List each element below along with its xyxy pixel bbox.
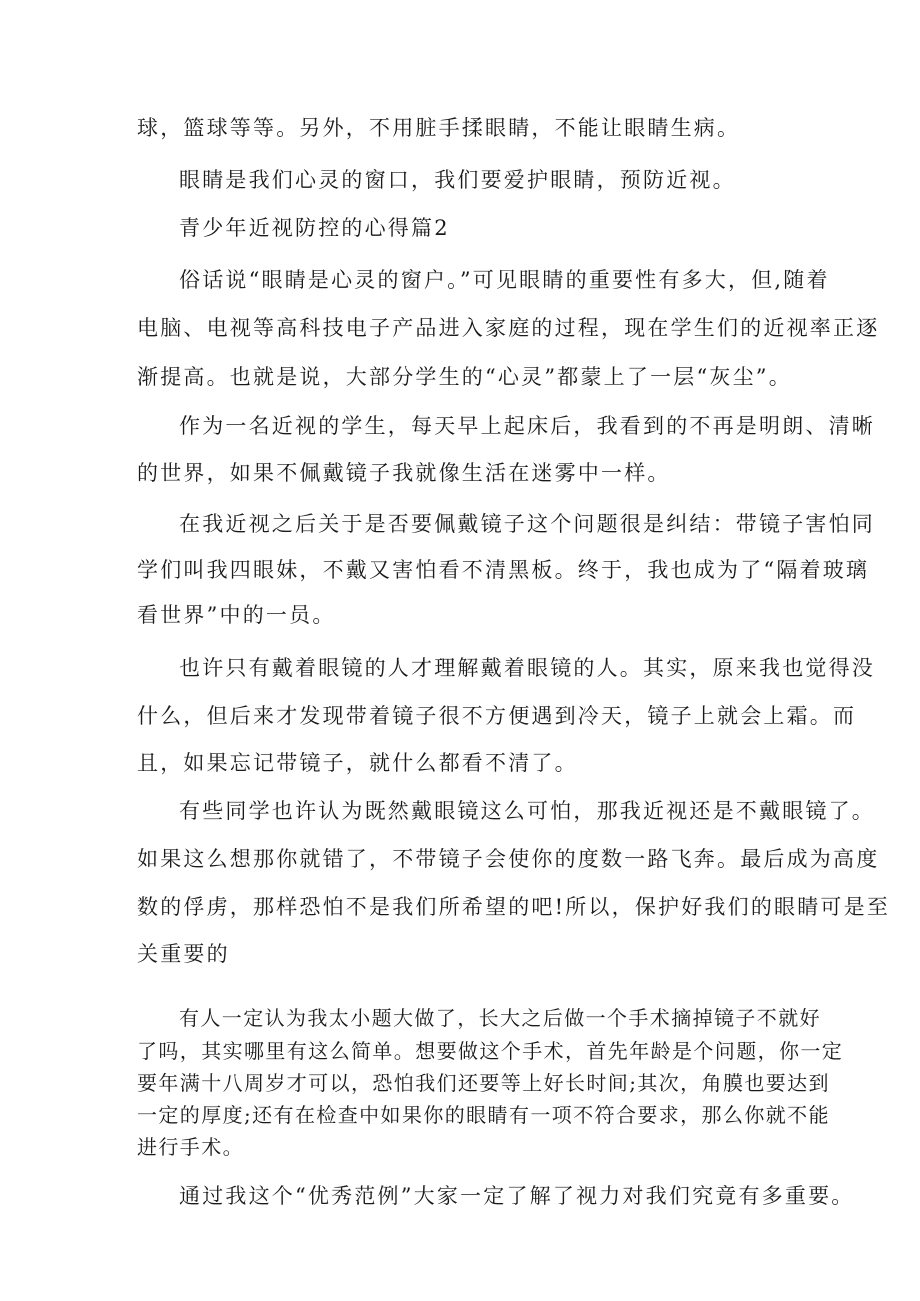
text-line: 电脑、电视等高科技电子产品进入家庭的过程，现在学生们的近视率正逐 (137, 316, 880, 340)
text-line: 有人一定认为我太小题大做了，长大之后做一个手术摘掉镜子不就好 (179, 1006, 821, 1030)
text-line: 有些同学也许认为既然戴眼镜这么可怕，那我近视还是不戴眼镜了。 (179, 799, 875, 823)
text-line: 关重要的 (137, 942, 230, 966)
text-line: 了吗，其实哪里有这么简单。想要做这个手术，首先年龄是个问题，你一定 (137, 1039, 844, 1063)
text-line: 且，如果忘记带镜子，就什么都看不清了。 (137, 751, 578, 775)
text-line: 通过我这个“优秀范例”大家一定了解了视力对我们究竟有多重要。 (179, 1184, 855, 1208)
text-line: 数的俘虏，那样恐怕不是我们所希望的吧!所以，保护好我们的眼睛可是至 (137, 895, 891, 919)
text-line: 眼睛是我们心灵的窗口，我们要爱护眼睛，预防近视。 (179, 168, 736, 192)
text-line: 什么，但后来才发现带着镜子很不方便遇到冷天，镜子上就会上霜。而 (137, 704, 857, 728)
text-line: 球，篮球等等。另外，不用脏手揉眼睛，不能让眼睛生病。 (137, 116, 741, 140)
text-line: 俗话说“眼睛是心灵的窗户。”可见眼睛的重要性有多大，但,随着 (179, 268, 830, 292)
text-line: 作为一名近视的学生，每天早上起床后，我看到的不再是明朗、清晰 (179, 414, 875, 438)
text-line: 在我近视之后关于是否要佩戴镜子这个问题很是纠结：带镜子害怕同 (179, 512, 875, 536)
text-line: 也许只有戴着眼镜的人才理解戴着眼镜的人。其实，原来我也觉得没 (179, 656, 875, 680)
text-line: 的世界，如果不佩戴镜子我就像生活在迷雾中一样。 (137, 461, 671, 485)
text-line: 要年满十八周岁才可以，恐怕我们还要等上好长时间;其次，角膜也要达到 (137, 1071, 830, 1095)
text-line: 渐提高。也就是说，大部分学生的“心灵”都蒙上了一层“灰尘”。 (137, 365, 792, 389)
text-line: 学们叫我四眼妹，不戴又害怕看不清黑板。终于，我也成为了“隔着玻璃 (137, 558, 870, 582)
text-line: 如果这么想那你就错了，不带镜子会使你的度数一路飞奔。最后成为高度 (137, 847, 880, 871)
text-line: 看世界”中的一员。 (137, 603, 336, 627)
text-line: 进行手术。 (137, 1135, 244, 1159)
section-heading: 青少年近视防控的心得篇2 (179, 216, 450, 240)
text-line: 一定的厚度;还有在检查中如果你的眼睛有一项不符合要求，那么你就不能 (137, 1103, 830, 1127)
